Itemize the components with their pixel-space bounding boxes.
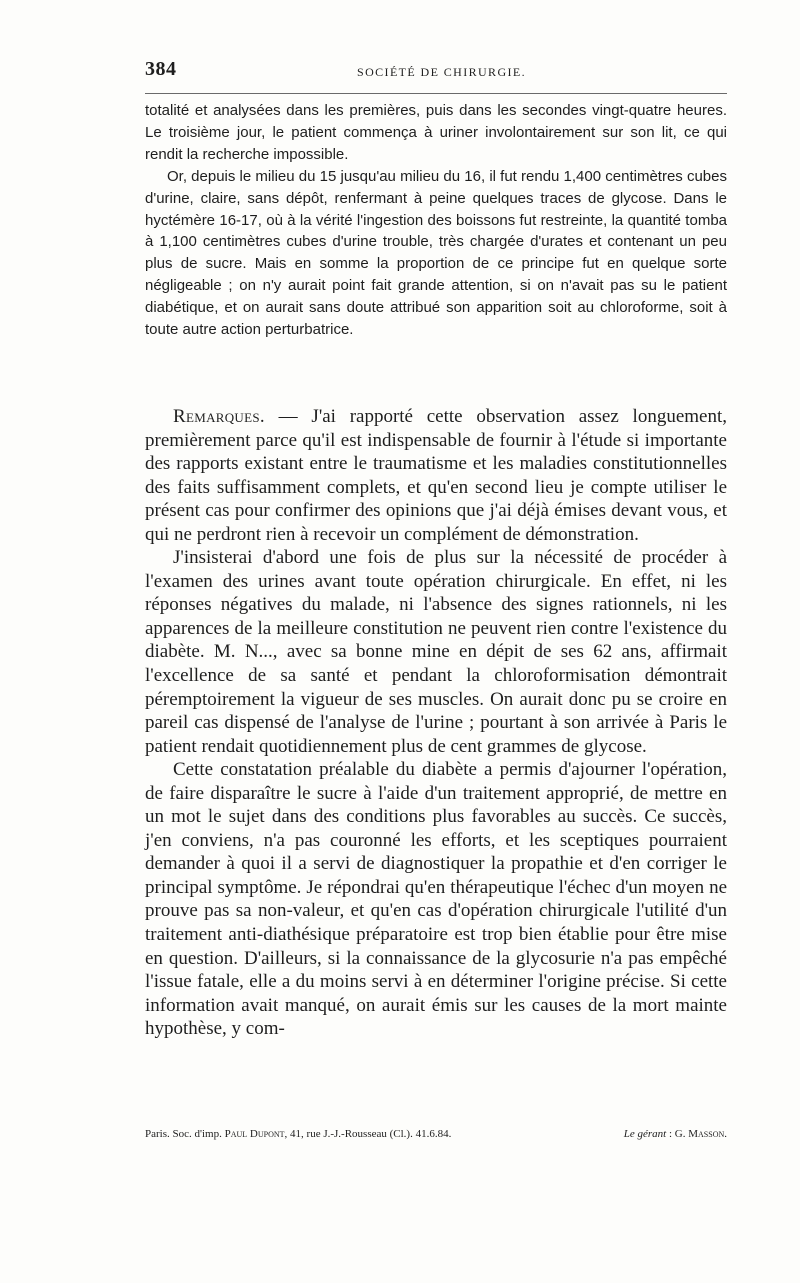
printer-imprint <box>145 1128 451 1140</box>
imprint-suffix: , 41, rue J.-J.-Rousseau (Cl.). 41.6.84. <box>284 1128 452 1140</box>
discussion-paragraph: Cette constatation préalable du diabète a permis d'ajourner l'opération, de faire disparaître le sucre à l'aide d'un traitement approprié, de mettre en un mot le sujet dans des conditions plus favorables au succès. Ce succès, j'en conviens, n'a pas couronné les efforts, et les sceptiques pourraient demander à quoi il a servi de diagnostiquer la propathie et d'en corriger le principal symptôme. Je répondrai qu'en thérapeutique l'échec d'un moyen ne prouve pas sa non-valeur, et qu'en cas d'opération chirurgicale l'utilité d'un traitement anti-diathésique préparatoire est trop bien établie pour être mise en question. D'ailleurs, si la connaissance de la glycosurie n'a pas empêché l'issue fatale, elle a du moins servi à en déterminer l'origine précise. Si cette information avait manqué, on aurait émis sur les causes de la mort mainte hypothèse, y com- <box>145 759 727 1040</box>
observation-text <box>145 100 727 341</box>
gerant-credit <box>624 1128 727 1140</box>
page-header <box>145 56 727 86</box>
remarks-label: Remarques. <box>173 406 265 427</box>
imprint-prefix: Paris. Soc. d'imp. <box>145 1128 225 1140</box>
page-number: 384 <box>145 58 177 80</box>
gerant-label: Le gérant <box>623 1128 667 1140</box>
observation-paragraph: Or, depuis le milieu du 15 jusqu'au milieu du 16, il fut rendu 1,400 centimètres cubes d'urine, claire, sans dépôt, renfermant à peine quelques traces de glycose. Dans le hyctémère 16-17, où à la vérité l'ingestion des boissons fut restreinte, la quantité tomba à 1,100 centimètres cubes d'urine trouble, très chargée d'urates et contenant un peu plus de sucre. Mais en somme la proportion de ce principe fut en quelque sorte négligeable ; on n'y aurait point fait grande attention, si on n'avait pas su le patient diabétique, et on aurait sans doute attribué son apparition soit au chloroforme, soit à toute autre action perturbatrice. <box>145 167 727 339</box>
remarks-paragraph <box>145 405 727 546</box>
header-rule <box>145 93 727 94</box>
remarks-text <box>145 405 727 1041</box>
gerant-name: Masson. <box>688 1128 727 1140</box>
imprint-name: Paul Dupont <box>224 1128 285 1140</box>
running-title: SOCIÉTÉ DE CHIRURGIE. <box>357 65 527 79</box>
discussion-paragraph: J'insisterai d'abord une fois de plus sur la nécessité de procéder à l'examen des urines avant toute opération chirurgicale. En effet, ni les réponses négatives du malade, ni l'absence des signes rationnels, ni les apparences de la meilleure constitution ne peuvent rien contre l'existence du diabète. M. N..., avec sa bonne mine en dépit de ses 62 ans, affirmait l'excellence de sa santé et pendant la chloroformisation démontrait péremptoirement la vigueur de ses muscles. On aurait donc pu se croire en pareil cas dispensé de l'analyse de l'urine ; pourtant à son arrivée à Paris le patient rendait quotidiennement plus de cent grammes de glycose. <box>145 547 727 757</box>
observation-paragraph: totalité et analysées dans les premières, puis dans les secondes vingt-quatre heures. Le troisième jour, le patient commença à uriner involontairement sur son lit, ce qui rendit la recherche impossible. <box>145 102 727 163</box>
remarks-body: — J'ai rapporté cette observation assez longuement, premièrement parce qu'il est indispensable de fournir à l'étude si importante des rapports existant entre le traumatisme et les maladies constitutionnelles des faits suffisamment complets, et qu'en second lieu je compte utiliser le présent cas pour confirmer des opinions que j'ai déjà émises devant vous, et qui ne perdront rien à recevoir un complément de démonstration. <box>145 406 727 545</box>
gerant-separator: : G. <box>666 1128 689 1140</box>
